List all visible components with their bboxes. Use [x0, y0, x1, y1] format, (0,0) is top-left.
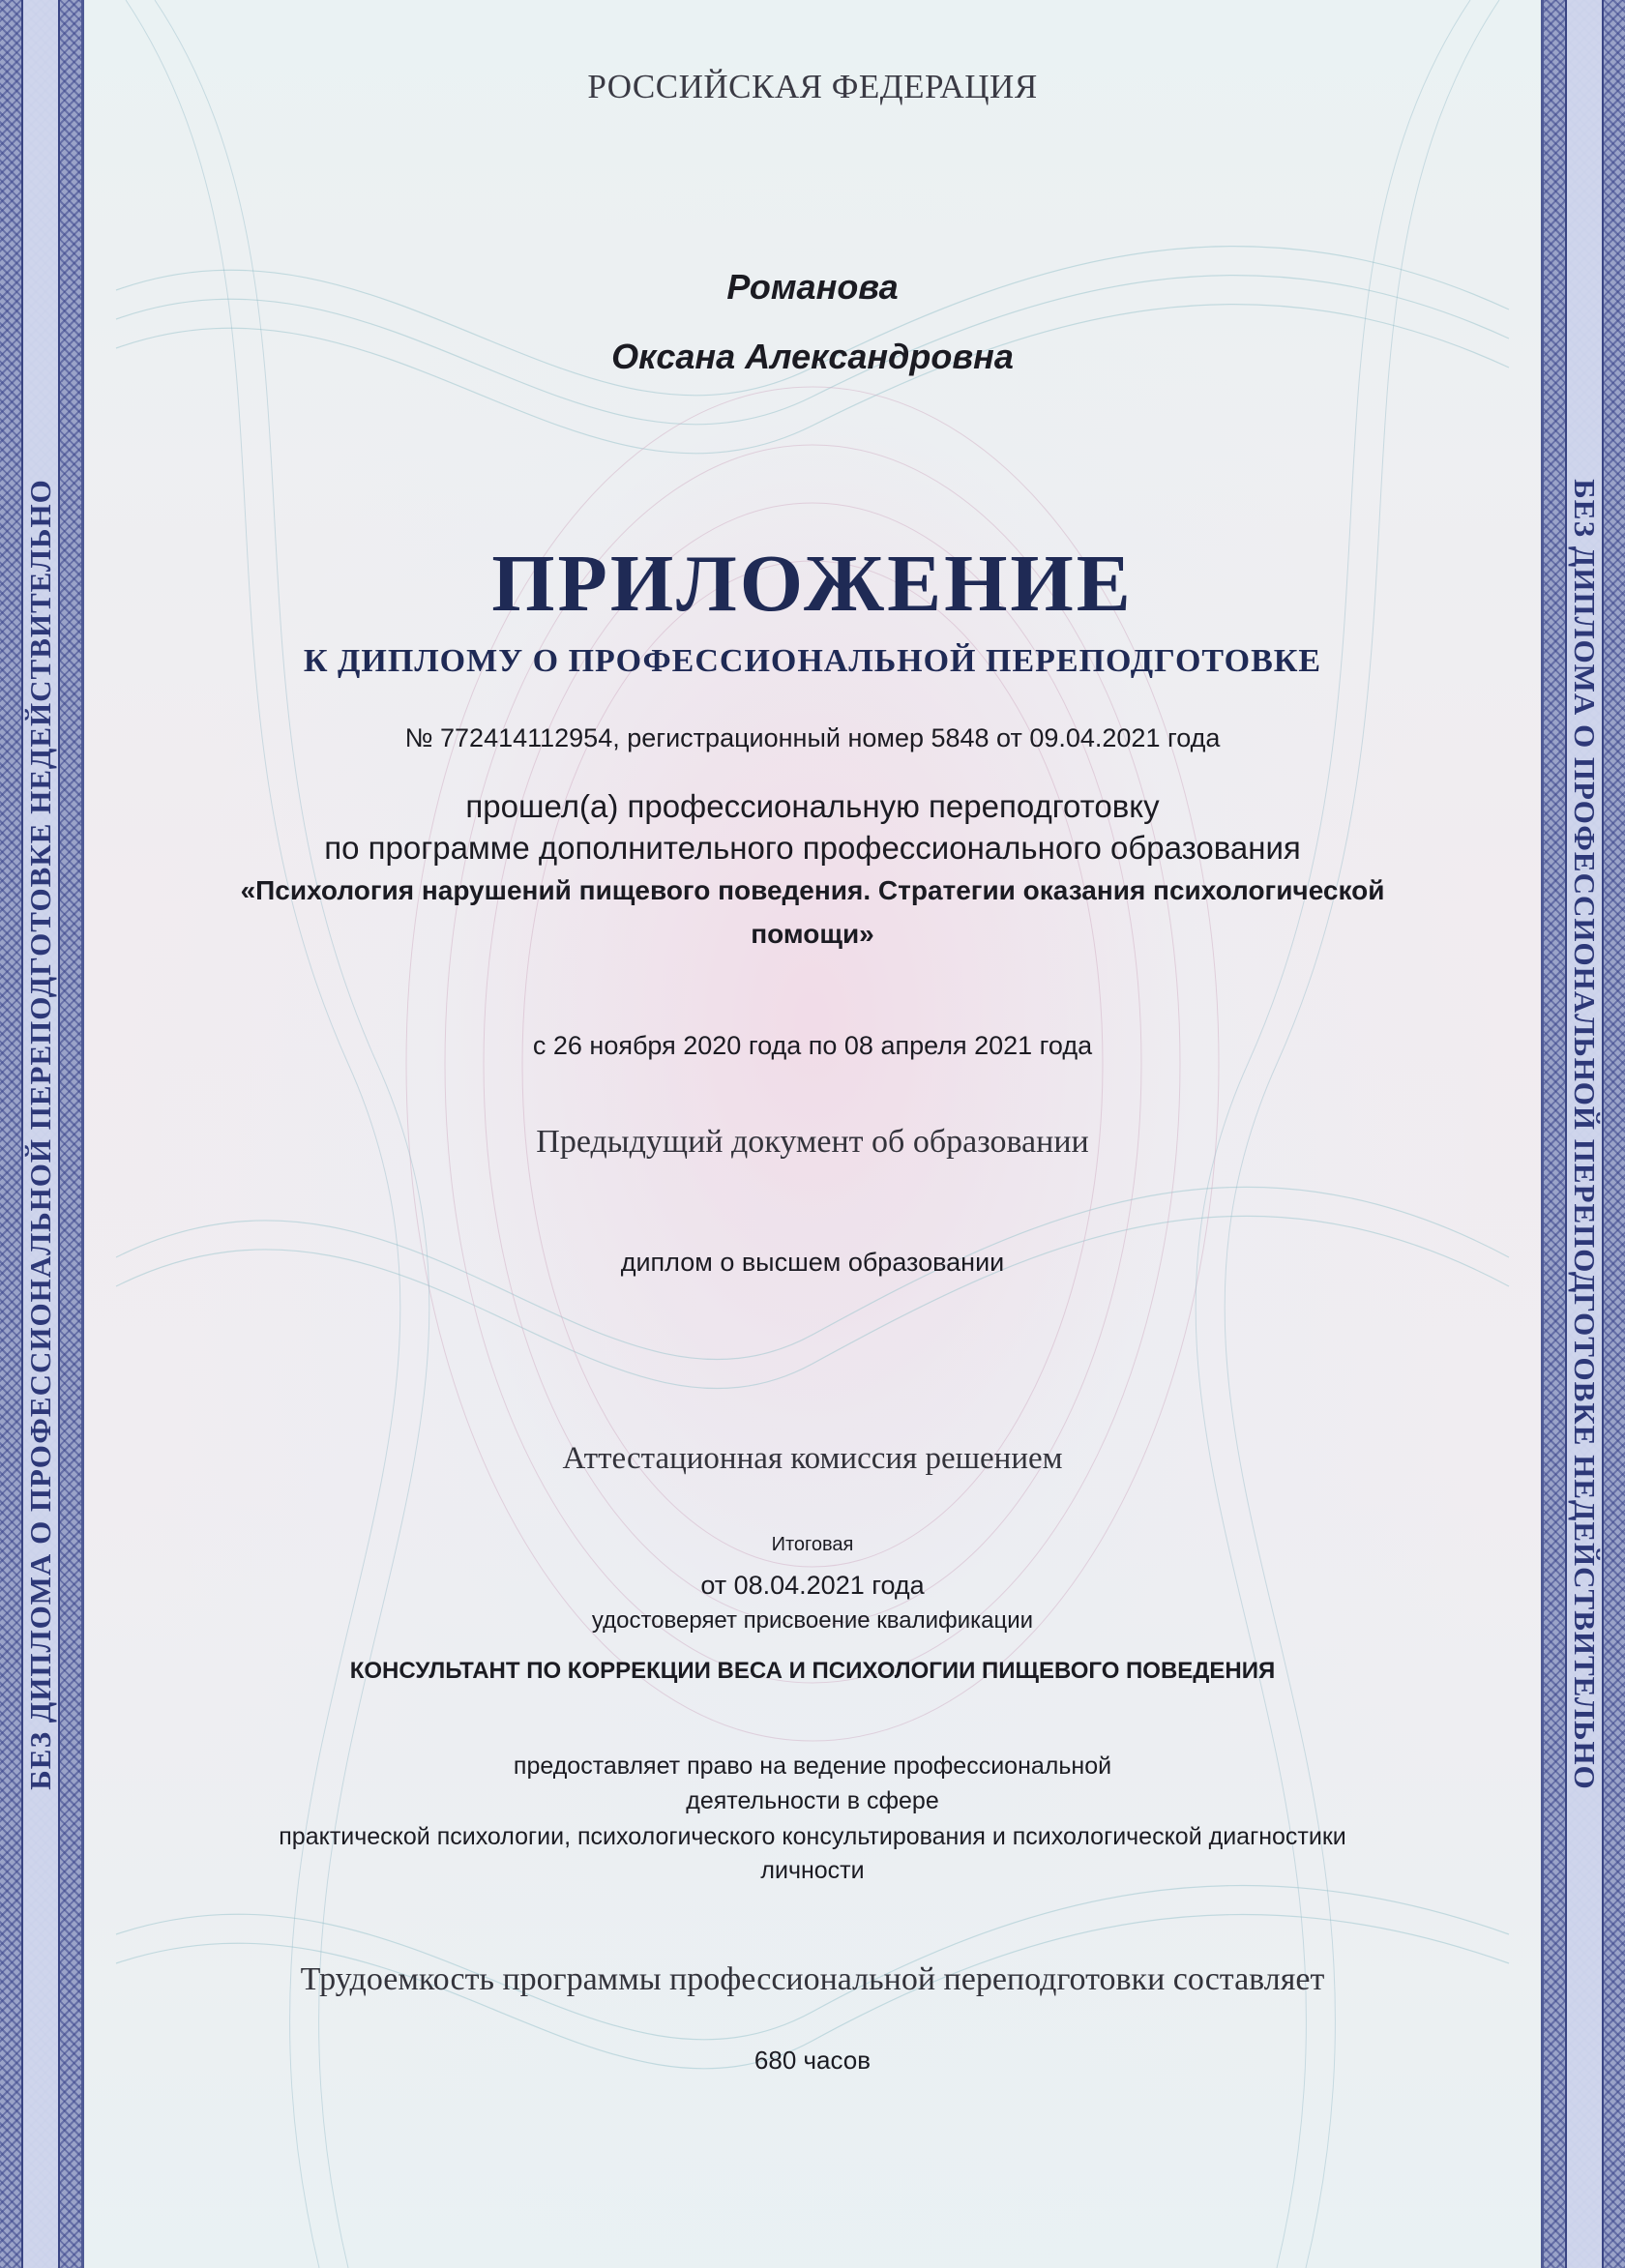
left-security-border [0, 0, 84, 2268]
passed-retraining-text: прошел(а) профессиональную переподготовку [465, 788, 1160, 824]
right-border-caption: БЕЗ ДИПЛОМА О ПРОФЕССИОНАЛЬНОЙ ПЕРЕПОДГОТОВКЕ НЕДЕЙСТВИТЕЛЬНО [1568, 478, 1602, 1790]
qualification-title: КОНСУЛЬТАНТ ПО КОРРЕКЦИИ ВЕСА И ПСИХОЛОГИИ ПИЩЕВОГО ПОВЕДЕНИЯ [349, 1658, 1276, 1684]
right-security-border [1541, 0, 1625, 2268]
certifies-text: удостоверяет присвоение квалификации [591, 1607, 1034, 1634]
rights-line-3: практической психологии, психологического консультирования и психологической диагностики [279, 1823, 1346, 1850]
training-period: с 26 ноября 2020 года по 08 апреля 2021 года [532, 1031, 1093, 1060]
registration-number-line: № 772414112954, регистрационный номер 5848 от 09.04.2021 года [404, 723, 1221, 752]
program-name-line-1: «Психология нарушений пищевого поведения. Стратегии оказания психологической [240, 875, 1385, 905]
country-header: РОССИЙСКАЯ ФЕДЕРАЦИЯ [587, 68, 1038, 105]
document-title: ПРИЛОЖЕНИЕ [491, 539, 1134, 629]
labor-intensity-label: Трудоемкость программы профессиональной переподготовки составляет [300, 1961, 1325, 1997]
program-type-text: по программе дополнительного профессионального образования [324, 830, 1301, 866]
holder-surname: Романова [726, 267, 899, 307]
program-name-line-2: помощи» [751, 919, 874, 949]
previous-document-value: диплом о высшем образовании [620, 1248, 1005, 1277]
commission-type: Итоговая [771, 1534, 854, 1555]
document-content [81, 0, 1544, 2268]
previous-document-label: Предыдущий документ об образовании [536, 1124, 1089, 1160]
holder-given-names: Оксана Александровна [611, 337, 1014, 376]
rights-line-2: деятельности в сфере [686, 1787, 939, 1814]
left-border-caption: БЕЗ ДИПЛОМА О ПРОФЕССИОНАЛЬНОЙ ПЕРЕПОДГОТОВКЕ НЕДЕЙСТВИТЕЛЬНО [23, 478, 57, 1790]
commission-label: Аттестационная комиссия решением [562, 1441, 1063, 1476]
commission-date: от 08.04.2021 года [700, 1571, 925, 1600]
document-subtitle: К ДИПЛОМУ О ПРОФЕССИОНАЛЬНОЙ ПЕРЕПОДГОТОВКЕ [303, 643, 1322, 679]
rights-line-1: предоставляет право на ведение профессиональной [513, 1753, 1112, 1780]
labor-intensity-hours: 680 часов [753, 2046, 872, 2075]
rights-line-4: личности [760, 1857, 865, 1884]
